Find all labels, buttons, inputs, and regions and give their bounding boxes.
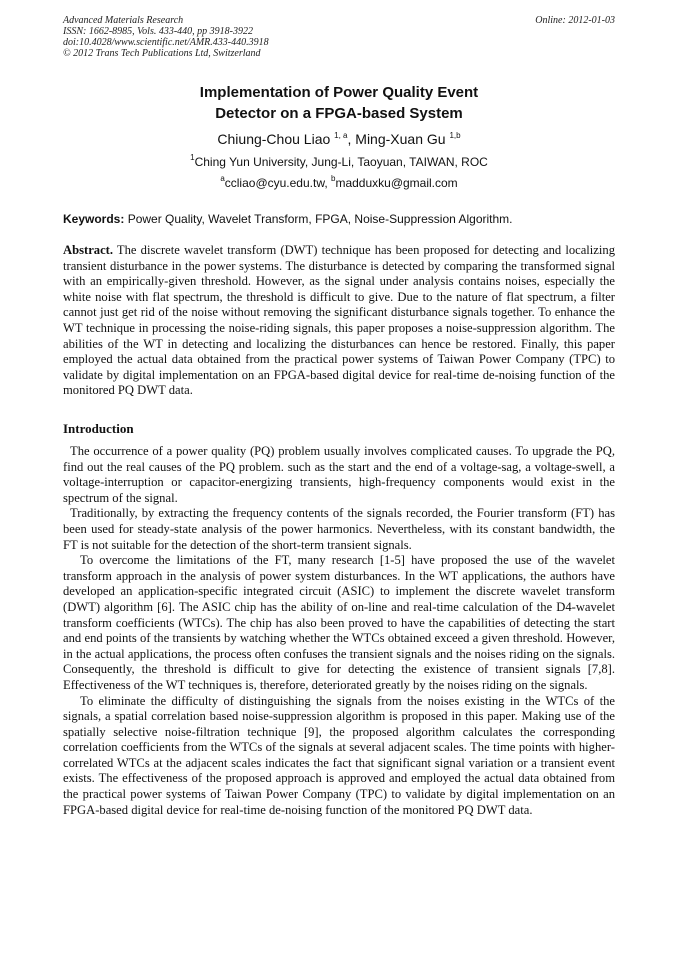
intro-paragraph-2: Traditionally, by extracting the frequency contents of the signals recorded, the Fourier transform (FT) has been used for steady-state analysis of the power harmonics. Nevertheless, with its constant bandwidth, the FT is not suitable for the detection of the short-term transient signals. bbox=[63, 506, 615, 552]
keywords bbox=[63, 211, 615, 227]
author-1-affiliation-mark: 1, a bbox=[334, 131, 348, 140]
author-separator: , bbox=[347, 131, 356, 147]
copyright-line: © 2012 Trans Tech Publications Ltd, Switzerland bbox=[63, 48, 261, 59]
intro-paragraph-4: To eliminate the difficulty of distinguishing the signals from the noises existing in the WTCs of the signals, a spatial correlation based noise-suppression algorithm is proposed in this paper. Making use of the spatially selective noise-filtration technique [9], the proposed algorithm calculates the corresponding correlation coefficients from the WTCs of the signals at several adjacent scales. The time points with higher-correlated WTCs at the adjacent scales indicates the fact that significant signal variation or a transient event exists. The effectiveness of the proposed approach is approved and employed the actual data obtained from the practical power systems of Taiwan Power Company (TPC) to validate by digital implementation on an FPGA-based digital device for real-time de-noising function of the monitored PQ DWT data. bbox=[63, 693, 615, 817]
author-1-name: Chiung-Chou Liao bbox=[217, 131, 331, 147]
author-list bbox=[63, 126, 615, 152]
affiliation bbox=[63, 152, 615, 172]
journal-header bbox=[63, 15, 615, 59]
abstract-label: Abstract. bbox=[63, 243, 114, 257]
paper-title-line-1: Implementation of Power Quality Event bbox=[199, 84, 479, 101]
keywords-text: Power Quality, Wavelet Transform, FPGA, Noise-Suppression Algorithm. bbox=[124, 212, 513, 226]
email-b: madduxku@gmail.com bbox=[335, 176, 458, 190]
affiliation-mark: 1 bbox=[190, 153, 195, 162]
author-emails bbox=[63, 172, 615, 194]
email-b-mark: b bbox=[331, 174, 336, 183]
abstract-paragraph bbox=[63, 243, 615, 399]
issn-line: ISSN: 1662-8985, Vols. 433-440, pp 3918-3922 bbox=[63, 26, 253, 37]
journal-name: Advanced Materials Research bbox=[63, 15, 184, 26]
title-block bbox=[63, 82, 615, 194]
online-date: Online: 2012-01-03 bbox=[535, 15, 615, 26]
paper-title-line-2: Detector on a FPGA-based System bbox=[215, 105, 463, 122]
email-a-mark: a bbox=[220, 174, 225, 183]
author-2-name: Ming-Xuan Gu bbox=[355, 131, 446, 147]
introduction-heading: Introduction bbox=[63, 421, 134, 436]
doi-line: doi:10.4028/www.scientific.net/AMR.433-440.3918 bbox=[63, 37, 269, 48]
abstract bbox=[63, 243, 615, 399]
author-2-affiliation-mark: 1,b bbox=[449, 131, 461, 140]
keywords-label: Keywords: bbox=[63, 212, 125, 226]
email-a: ccliao@cyu.edu.tw, bbox=[224, 176, 331, 190]
introduction-section bbox=[63, 421, 615, 818]
intro-paragraph-1: The occurrence of a power quality (PQ) problem usually involves complicated causes. To upgrade the PQ, find out the real causes of the PQ problem. such as the start and the end of a voltage-sag, a voltage-swell, a voltage-interruption or capacitor-energizing transients, high-frequency components would exist in the spectrum of the signal. bbox=[63, 444, 615, 505]
intro-paragraph-3: To overcome the limitations of the FT, many research [1-5] have proposed the use of the wavelet transform approach in the analysis of power system disturbances. In the WT applications, the authors have developed an application-specific integrated circuit (ASIC) to implement the discrete wavelet transform (DWT) algorithm [6]. The ASIC chip has the ability of on-line and real-time calculation of the D4-wavelet transform coefficients (WTCs). The chip has also been proved to have the capabilities of detecting the start and end points of the transients by watching whether the WTCs obtained exceed a given threshold. However, in the actual applications, the process often confuses the transient signals and the noises riding on the signals. Consequently, the threshold is difficult to give for detecting the existence of transient signals [7,8]. Effectiveness of the WT techniques is, therefore, deteriorated greatly by the noises riding on the signals. bbox=[63, 553, 615, 692]
affiliation-text: Ching Yun University, Jung-Li, Taoyuan, TAIWAN, ROC bbox=[194, 155, 488, 169]
abstract-text: The discrete wavelet transform (DWT) technique has been proposed for detecting and localizing transient disturbance in the power systems. The disturbance is detected by comparing the transformed signal with an empirically-given threshold. However, as the signal under analysis contains noises, especially the white noise with flat spectrum, the threshold is difficult to give. Due to the nature of flat spectrum, a filter cannot just get rid of the noise without removing the significant disturbance signals together. To enhance the WT technique in processing the noise-riding signals, this paper proposes a noise-suppression algorithm. The abilities of the WT in detecting and localizing the disturbances can hence be restored. Finally, this paper employed the actual data obtained from the practical power systems of Taiwan Power Company (TPC) to validate by digital implementation on an FPGA-based digital device for real-time de-noising function of the monitored PQ DWT data. bbox=[63, 243, 615, 398]
